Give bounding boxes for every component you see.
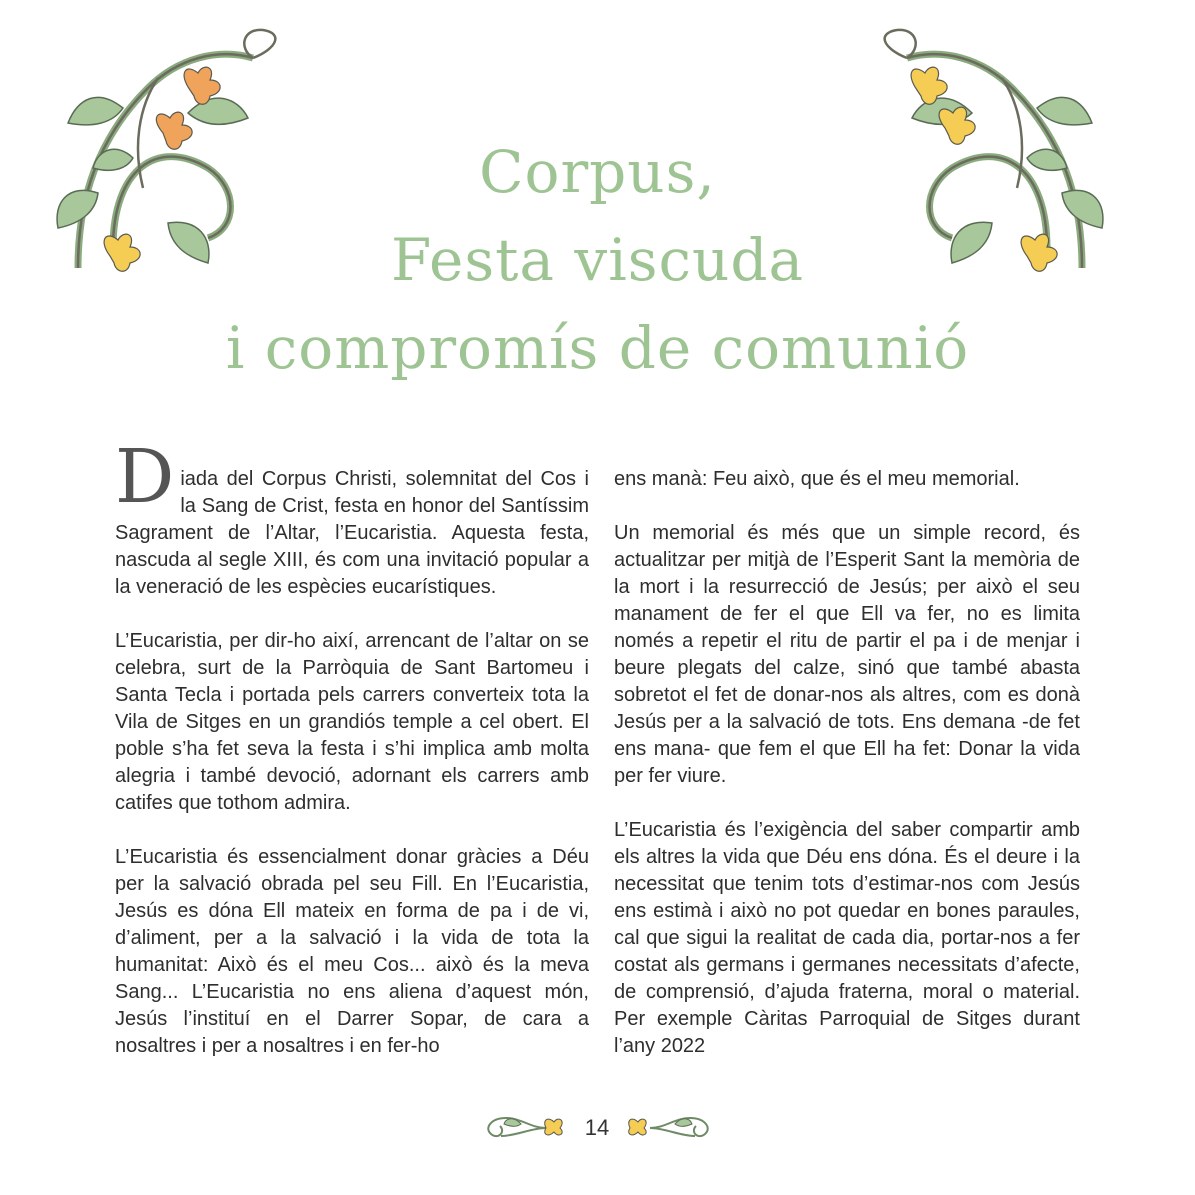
title-line-1: Corpus,	[479, 138, 716, 206]
paragraph: L’Eucaristia és l’exigència del saber compartir amb els altres la vida que Déu ens dóna. És el deure i la necessitat que tenim tots d’estimar-nos com Jesús ens estimà i això no pot quedar en bones paraules, cal que sigui la realitat de cada dia, portar-nos a fer costat als germans i germanes necessitats d’afecte, de comprensió, d’ajuda fraterna, moral o material. Per exemple Càritas Parroquial de Sitges durant l’any 2022	[614, 819, 1080, 1057]
title-line-2: Festa viscuda	[390, 226, 805, 294]
left-column	[115, 434, 589, 1087]
page-number: 14	[584, 1115, 610, 1140]
paragraph	[115, 434, 589, 601]
paragraph: L’Eucaristia, per dir-ho així, arrencant de l’altar on se celebra, surt de la Parròquia de Sant Bartomeu i Santa Tecla i portada pels carrers converteix tota la Vila de Sitges en un grandiós temple a cel obert. El poble s’ha fet seva la festa i s’hi implica amb molta alegria i també devoció, adornant els carrers amb catifes que tothom admira.	[115, 630, 589, 814]
paragraph-text: iada del Corpus Christi, solemnitat del Cos i la Sang de Crist, festa en honor del Santíssim Sagrament de l’Altar, l’Eucaristia. Aquesta festa, nascuda al segle XIII, és com una invitació popular a la veneració de les espècies eucarístiques.	[115, 468, 589, 598]
drop-cap: D	[115, 434, 175, 520]
right-column	[614, 466, 1080, 1087]
paragraph: ens manà: Feu això, que és el meu memorial.	[614, 468, 1020, 490]
paragraph: L’Eucaristia és essencialment donar gràcies a Déu per la salvació obrada pel seu Fill. En l’Eucaristia, Jesús es dóna Ell mateix en forma de pa i de vi, d’aliment, per a la salvació i la vida de tota la humanitat: Això és el meu Cos... això és la meva Sang... L’Eucaristia no ens aliena d’aquest món, Jesús l’instituí en el Darrer Sopar, de cara a nosaltres i per a nosaltres i en fer-ho	[115, 846, 589, 1057]
title-line-3: i compromís de comunió	[225, 314, 970, 382]
paragraph: Un memorial és més que un simple record, és actualitzar per mitjà de l’Esperit Sant la memòria de la mort i la resurrecció de Jesús; per això el seu manament de fer el que Ell va fer, no es limita només a repetir el ritu de partir el pa i de menjar i beure plegats del calze, sinó que també abasta sobretot el fet de donar-nos als altres, com es donà Jesús per a la salvació de tots. Ens demana -de fet ens mana- que fem el que Ell ha fet: Donar la vida per fer viure.	[614, 522, 1080, 787]
page-footer	[0, 1106, 1195, 1150]
page-title	[0, 128, 1195, 392]
